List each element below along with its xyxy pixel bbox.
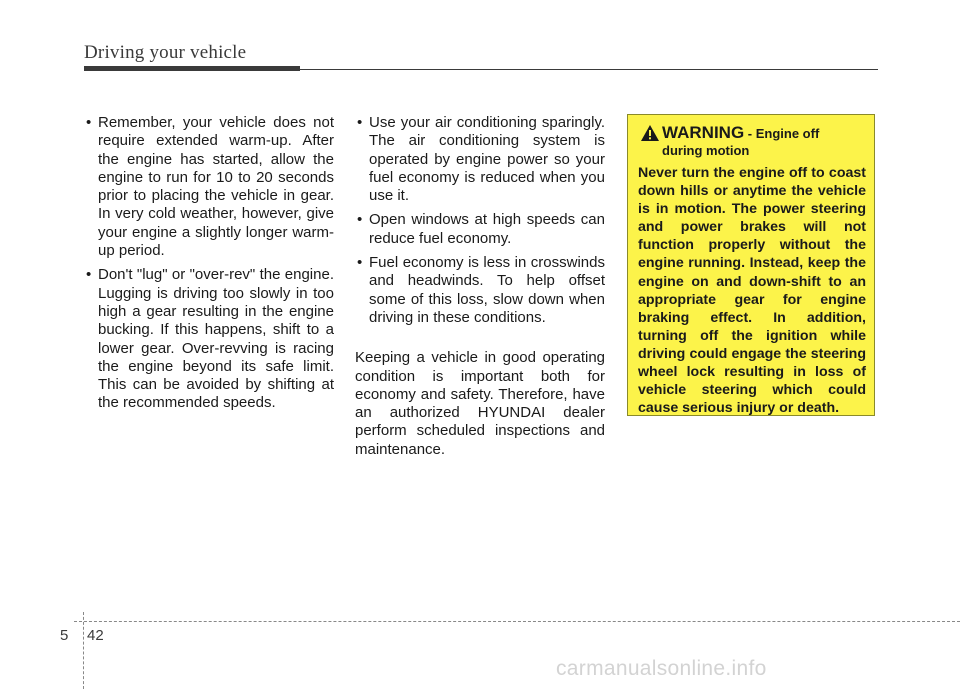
middle-column	[355, 114, 605, 459]
list-item	[84, 114, 334, 260]
footer-dashed-rule	[74, 621, 960, 622]
bullet-icon: •	[86, 266, 92, 284]
page-header-title: Driving your vehicle	[84, 42, 247, 63]
warning-body: Never turn the engine off to coast down hills or anytime the vehicle is in motion. The power steering and power brakes will not function properly without the engine running. Instead, keep the engine on and down-shift to an appropriate gear for engine braking effect. In addition, turning off the ignition while driving could engage the steering wheel lock resulting in loss of vehicle steering which could cause serious injury or death.	[638, 165, 866, 417]
warning-subtitle-line2: during motion	[662, 143, 750, 158]
list-item-text: Remember, your vehicle does not require extended warm-up. After the engine has started, allow the engine to run for 10 to 20 seconds prior to placing the vehicle in gear. In very cold weather, however, give your engine a slightly longer warm-up period.	[98, 114, 334, 260]
warning-box	[627, 114, 875, 416]
right-bullet-list	[355, 114, 605, 327]
bullet-icon: •	[86, 114, 92, 131]
left-column	[84, 114, 334, 419]
list-item-text: Fuel economy is less in crosswinds and headwinds. To help offset some of this loss, slow down when driving in these conditions.	[369, 254, 605, 326]
bullet-icon: •	[357, 254, 363, 272]
watermark-text: carmanualsonline.info	[556, 657, 767, 680]
maintenance-paragraph: Keeping a vehicle in good operating condition is important both for economy and safety. Therefore, have an authorized HYUNDAI dealer perform scheduled inspections and maintenance.	[355, 349, 605, 458]
list-item-text: Open windows at high speeds can reduce fuel economy.	[369, 211, 605, 247]
warning-title: WARNING	[662, 123, 745, 142]
left-bullet-list	[84, 114, 334, 413]
list-item	[355, 114, 605, 205]
warning-heading	[638, 123, 866, 143]
list-item	[355, 254, 605, 327]
header-rule-thin	[300, 69, 878, 70]
list-item-text: Don't "lug" or "over-rev" the engine. Lugging is driving too slowly in too high a gear resulting in the engine bucking. If this happens, shift to a lower gear. Over-revving is racing the engine beyond its safe limit. This can be avoided by shifting at the recommended speeds.	[98, 266, 334, 412]
warning-triangle-icon	[641, 125, 659, 141]
bullet-icon: •	[357, 114, 363, 131]
warning-subtitle: - Engine off	[744, 126, 820, 141]
list-item-text: Use your air conditioning sparingly. The air conditioning system is operated by engine power so your fuel economy is reduced when you use it.	[369, 114, 605, 205]
bullet-icon: •	[357, 211, 363, 229]
page-number: 42	[87, 627, 104, 644]
section-number: 5	[60, 627, 69, 644]
list-item	[84, 266, 334, 412]
header-rule-thick	[84, 66, 300, 71]
list-item	[355, 211, 605, 248]
footer-vertical-rule	[83, 612, 84, 689]
